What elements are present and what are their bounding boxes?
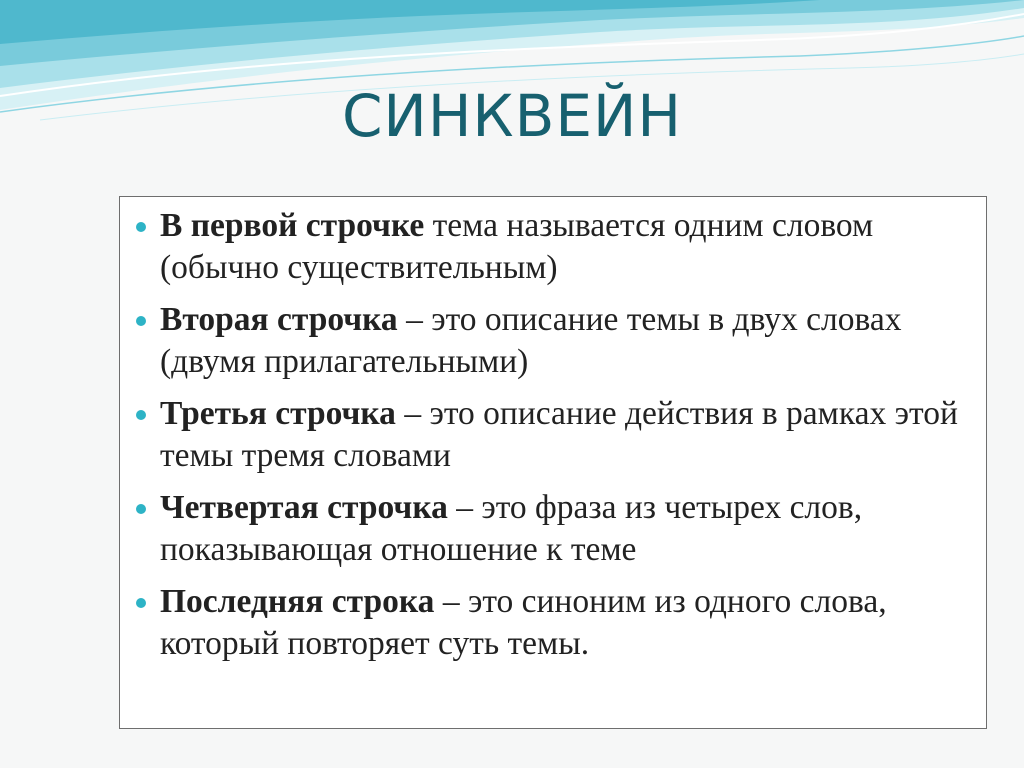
slide-title: СИНКВЕЙН <box>341 82 683 150</box>
content-box <box>119 196 987 729</box>
bullet-term: Вторая строчка <box>160 301 398 338</box>
bullet-list <box>120 197 986 665</box>
bullet-item-5 <box>120 581 986 665</box>
bullet-item-3 <box>120 393 986 477</box>
bullet-text: – это фраза из четырех слов, показывающая отношение к теме <box>160 489 863 568</box>
bullet-item-2 <box>120 299 986 383</box>
bullet-dot-icon <box>136 222 146 232</box>
bullet-dot-icon <box>136 410 146 420</box>
bullet-text: – это описание темы в двух словах (двумя прилагательными) <box>160 301 902 380</box>
bullet-dot-icon <box>136 598 146 608</box>
bullet-item-1 <box>120 205 986 289</box>
bullet-text: – это описание действия в рамках этой темы тремя словами <box>160 395 958 474</box>
bullet-item-4 <box>120 487 986 571</box>
bullet-dot-icon <box>136 504 146 514</box>
bullet-text: – это синоним из одного слова, который повторяет суть темы. <box>160 583 887 662</box>
bullet-term: Третья строчка <box>160 395 396 432</box>
bullet-text: тема называется одним словом (обычно существительным) <box>160 207 874 286</box>
bullet-term: Последняя строка <box>160 583 435 620</box>
bullet-term: В первой строчке <box>160 207 425 244</box>
bullet-term: Четвертая строчка <box>160 489 448 526</box>
bullet-dot-icon <box>136 316 146 326</box>
